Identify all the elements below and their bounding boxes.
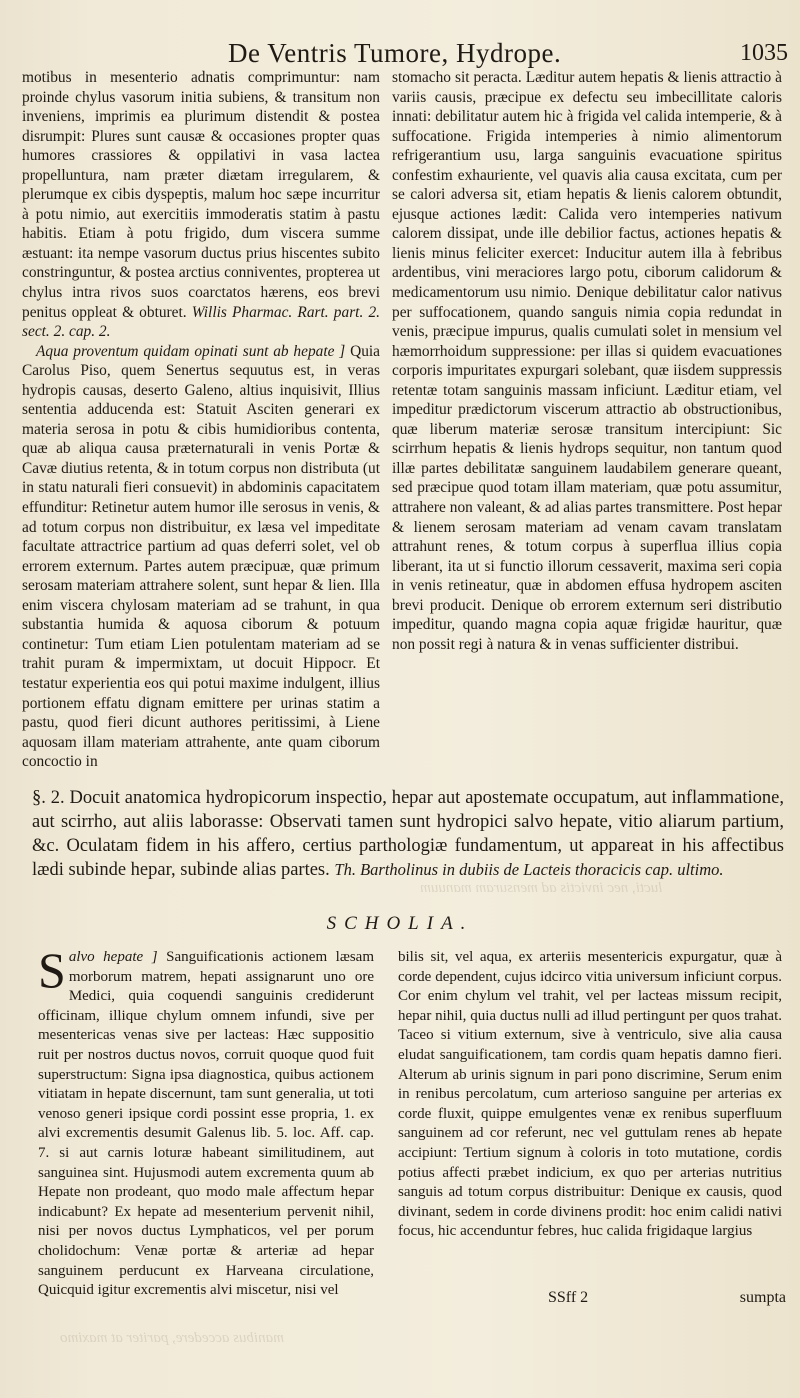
section-paragraph bbox=[32, 786, 784, 882]
page-number: 1035 bbox=[740, 40, 788, 66]
bleed-through-text: manibus accedere, pariter at maximo bbox=[60, 1330, 284, 1346]
paragraph-text: Sanguificationis actionem læsam morborum matrem, hepati assignarunt uno ore Medici, quia coquendi sanguinis crediderunt officinam, illique chylum omnem infundi, sive per mesentericas venas sive per lacteas: Hæc suppositio ruit per nostros ductus novos, corruit quoque quod fuit superstructum: Signa ipsa diagnostica, quibus actionem vitiatam in hepate discernunt, tam sunt generalia, ut toti venoso generi ipsique cordi possint esse propria, 1. ex alvi excrementis desumit Galenus lib. 5. loc. Aff. cap. 7. si aut carnis loturæ habeant similitudinem, aut sanguinea sint. Hujusmodi autem excrementa quum ab Hepate non prodeant, quo modo male affectum hepar indicabunt? Ex hepate ad mesenterium pervenit nihil, nisi per novos ductus Lymphaticos, vel per porum cholidochum: Venæ portæ & arteriæ ad hepar sanguinem perducunt ex Harveana circulatione, Quicquid igitur excrementis alvi miscetur, nisi vel bbox=[38, 949, 374, 1299]
scholia-heading: SCHOLIA. bbox=[326, 913, 474, 934]
section-text: §. 2. Docuit anatomica hydropicorum inspectio, hepar aut apostemate occupatum, aut inflammatione, aut scirrho, aut aliis laborasse: Observati tamen sunt hydropici salvo hepate, vitio aliarum partium, &c. Oculatam fidem in his affero, certius parthologiæ fundamentum, ut appareat in his affectibus lædi subinde hepar, subinde alias partes. bbox=[32, 788, 784, 880]
left-column-top bbox=[22, 68, 380, 772]
paragraph-text: bilis sit, vel aqua, ex arteriis mesentericis expurgatur, quæ à corde dependent, cujus idcirco vitia universum inficiunt corpus. Cor enim chylum vel trahit, vel per lacteas missum recipit, hepar nihil, quia ductus nulli ad illud pertingunt per quos trahat. Taceo si vitium externum, sive à ventriculo, sive alia causa eludat sanguificationem, tam cordis quam hepatis damno fieri. Alterum ab urinis signum in pari pono discrimine, Serum enim in renibus percolatum, cum arterioso sanguine per arterias ex corde fluxit, quippe emulgentes venæ ex renibus superfluum sanguinem ad cor referunt, nec vel guttulam renes ab hepate accipiunt: Tertium signum à coloris in toto mutatione, cordis potius affecti præbet indicium, ex quo per arterias nutritius sanguis ad totum corpus distribuitur: Denique ex causis, quod divinant, sedem in corde divinens prodit: hoc enim calidi nativi focus, hic accenduntur febres, huc calida frigidaque largius bbox=[398, 949, 782, 1240]
lemma: Aqua proventum quidam opinati sunt ab hepate ] bbox=[36, 342, 346, 360]
left-column-bottom bbox=[38, 942, 374, 1301]
drop-capital: S bbox=[38, 942, 66, 998]
right-column-top bbox=[392, 68, 782, 654]
paragraph-text: stomacho sit peracta. Læditur autem hepatis & lienis attractio à variis causis, præcipue ex defectu seu imbecillitate caloris innati: debilitatur autem hic à frigida vel calida intemperie, & à suffocatione. Frigida intemperies à nimio alimentorum refrigerantium usu, larga sanguinis evacuatione spiritus confestim exhauriente, vel quavis alia causa excitata, cum per se calori adversa sit, etiam hepatis & lienis calorem obtundit, ejusque actiones lædit: Calida vero intemperies nativum calorem dissipat, unde ille debilior factus, actiones hepatis & lienis minus feliciter exercet: Inducitur autem illa à febribus ardentibus, vini meraciores largo potu, ciborum calidorum & medicamentorum usu nimio. Denique debilitatur calor nativus per suffocationem, quando sanguis nimia copia redundat in venis, præcipue impurus, qualis cumulati solet in mensium vel hæmorrhoidum suppressione: per illas si quidem evacuationes corporis impuritates expurgari solebant, quæ iisdem suppressis retentæ totam sanguinis massam inficiunt. Læditur etiam, vel impeditur prædictorum viscerum attractio ab obstructionibus, quæ liberum materiæ serosæ transitum intercipiunt: Sic scirrhum hepatis & lienis hydrops sequitur, non tantum quod illæ partes debilitatæ sanguinem laudabilem generare queant, sed præcipue quod totam illam materiam, quæ potu assumitur, attrahere non valeant, & ad alias partes transmittere. Post hepar & lienem serosam materiam ad venam cavam translatam attrahunt renes, & totum corpus à superflua illius copia liberant, ita ut si functio illorum cessaverit, maxima seri copia in venis retineatur, quæ in abdomen effusa hydropem asciten brevi producit. Denique ob errorem externum seri distributio impeditur, quando magna copia aquæ frigidæ hauritur, quæ non possit regi à natura & in venas sufficienter distribui. bbox=[392, 69, 782, 653]
bleed-through-text: lucti, nec invictis ad mensuram manuum bbox=[420, 880, 663, 896]
section-citation: Th. Bartholinus in dubiis de Lacteis thoracicis cap. ultimo. bbox=[334, 860, 724, 879]
signature-mark: SSff 2 bbox=[548, 1289, 589, 1306]
page-footer bbox=[548, 1289, 786, 1311]
paragraph-text: motibus in mesenterio adnatis comprimuntur: nam proinde chylus vasorum initia subiens, & transitum non inveniens, imprimis ea plurimum distendit & postea disrumpit: Plures sunt causæ & occasiones propter quas humores crassiores & oppilativi in vasa lactea propelluntura, nam præter diætam irregularem, & plerumque ex cibis dyspeptis, malum hoc sæpe incurritur à potu nimio, aut exercitiis immoderatis statim à pastu habitis. Etiam à potu frigido, dum viscera summe æstuant: ita nempe vasorum ductus prius hiscentes subito constringuntur, & postea arctius conniventes, propterea ut chylus intra rivos suos coarctatos hærens, eos brevi penitus oppleat & obturet. bbox=[22, 69, 380, 321]
running-title: De Ventris Tumore, Hydrope. bbox=[228, 38, 562, 68]
right-column-bottom bbox=[398, 948, 782, 1242]
citation: Willis Pharmac. Rart. part. 2. sect. 2. cap. 2. bbox=[22, 303, 380, 341]
catchword: sumpta bbox=[739, 1289, 786, 1306]
lemma: alvo hepate ] bbox=[68, 949, 158, 965]
paragraph-text: Quia Carolus Piso, quem Senertus sequutus est, in veras hydropis causas, deserto Galeno, altius inquisivit, Illius sententia adducenda est: Statuit Asciten generari ex materia serosa in potu & cibis humidioribus contenta, quæ ab aliqua causa præternaturali in venis Portæ & Cavæ diutius retenta, & in totum corpus non distributa (ut in statu naturali fieri consuevit) in abdominis capacitatem effunditur: Retinetur autem humor ille serosus in venis, & ad totum corpus non distribuitur, ex læsa vel impeditate facultate attractrice partium ad quas deferri solet, vel ob errorem externum. Partes autem præcipuæ, quæ primum serosam materiam attrahere solent, sunt hepar & lien. Illa enim viscera chylosam materiam ad se trahunt, in qua substantia humida & aquosa ciborum & potuum continetur: Tum etiam Lien potulentam materiam ad se trahit puram & impermixtam, ut docuit Hippocr. Et testatur experientia eos qui potui maxime indulgent, illius portionem effatu dignam emittere per urinas statim a pastu, quod fieri dicunt authores peritissimi, à Liene aquosam illam materiam attrahente, ante quam ciborum concoctio in bbox=[22, 342, 380, 771]
